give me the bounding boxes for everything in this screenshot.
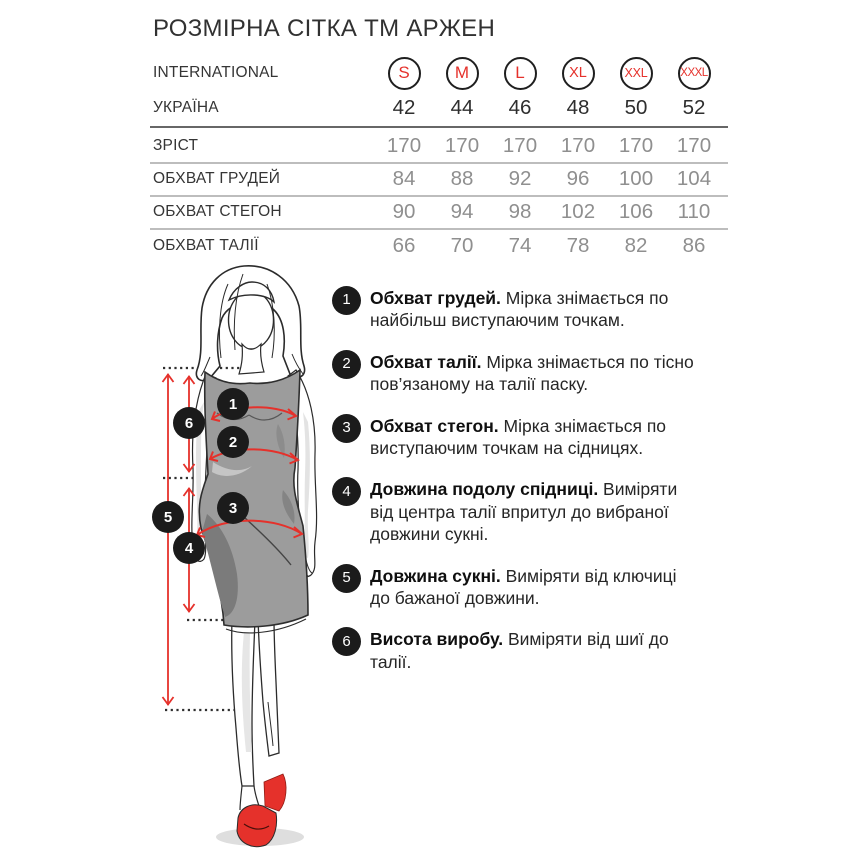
table-cell: 96 [566,167,590,190]
table-cell: 102 [560,200,596,223]
table-cell: 110 [677,200,711,223]
row-label-international: INTERNATIONAL [153,64,279,81]
table-cell: 48 [566,96,590,119]
size-badge-xl: XL [562,57,595,90]
legend-term: Довжина сукні. [370,565,501,586]
table-row-bust [153,163,728,195]
table-cell: 88 [450,167,474,190]
table-row-hips [153,196,728,228]
size-badge-l: L [504,57,537,90]
svg-text:1: 1 [228,396,238,413]
table-cell: 170 [618,134,654,157]
table-cell: 170 [444,134,480,157]
legend-description: Виміряти від шиї до талії. [370,629,669,672]
table-cell: 100 [618,167,654,190]
table-cell: 46 [508,96,532,119]
dress-length-arrow [163,374,174,705]
table-cell: 50 [624,96,648,119]
size-badge-xxl: XXL [620,57,653,90]
table-cell: 98 [508,200,532,223]
table-cell: 94 [450,200,474,223]
measurement-legend [332,287,707,673]
face [229,291,274,349]
legend-badge-1: 1 [332,286,361,315]
table-cell: 106 [618,200,654,223]
row-label: ОБХВАТ СТЕГОН [153,203,282,220]
table-cell: 52 [682,96,706,119]
table-cell: 78 [566,234,590,257]
measure-marker-1 [217,388,249,420]
legend-term: Висота виробу. [370,629,504,650]
table-row-ukraine [153,92,728,124]
woman-figure-illustration [140,262,340,850]
measure-marker-3 [217,492,249,524]
back-leg [258,618,279,756]
legend-description: Мірка знімається по тісно пов’язаному на талії паску. [370,351,694,395]
svg-text:2: 2 [228,434,238,451]
table-cell: 86 [682,234,706,257]
legend-item-bust [332,287,700,332]
table-divider-heavy [150,126,728,128]
table-cell: 90 [392,200,416,223]
table-cell: 170 [676,134,712,157]
row-label: ОБХВАТ ТАЛІЇ [153,237,259,254]
table-cell: 84 [392,167,416,190]
row-label: ОБХВАТ ГРУДЕЙ [153,170,281,187]
legend-badge-2: 2 [332,350,361,379]
legend-badge-5: 5 [332,564,361,593]
legend-description: Виміряти від ключиці до бажаної довжини. [370,565,677,609]
legend-badge-4: 4 [332,477,361,506]
size-badge-xxxl: XXXL [678,57,711,90]
legend-term: Обхват грудей. [370,288,501,308]
svg-text:4: 4 [184,540,194,557]
legend-description: Мірка знімається по виступаючим точкам на сідницях. [370,415,667,459]
row-label: ЗРІСТ [153,137,199,154]
legend-item-hips [332,415,700,460]
svg-text:5: 5 [163,509,173,526]
legend-item-waist [332,351,700,396]
table-row-waist [153,230,728,262]
front-shoe [237,805,277,847]
table-cell: 170 [560,134,596,157]
legend-badge-6: 6 [332,627,361,656]
table-cell: 104 [676,167,712,190]
table-cell: 44 [450,96,474,119]
table-cell: 74 [508,234,532,257]
legend-description: Виміряти від центра талії впритул до вибраної довжини сукні. [370,479,678,545]
legend-term: Обхват стегон. [370,415,499,436]
table-cell: 82 [624,234,648,257]
table-cell: 170 [386,134,422,157]
legend-item-dress-length [332,565,700,610]
legend-term: Довжина подолу спідниці. [370,479,599,500]
size-badge-m: M [446,57,479,90]
measure-marker-6 [173,407,205,439]
legend-item-skirt-length [332,478,700,545]
row-label-ukraine: УКРАЇНА [153,99,219,116]
table-row-height [153,130,728,162]
measure-marker-5 [152,501,184,533]
table-cell: 170 [502,134,538,157]
table-cell: 92 [508,167,532,190]
legend-description: Мірка знімається по найбільш виступаючим точкам. [370,288,669,331]
measure-marker-4 [173,532,205,564]
back-shoe [264,774,286,811]
size-badge-s: S [388,57,421,90]
dress [199,370,308,627]
svg-text:6: 6 [184,415,194,432]
table-cell: 42 [392,96,416,119]
table-cell: 70 [450,234,474,257]
legend-badge-3: 3 [332,414,361,443]
woman-body [192,266,317,847]
page-title: РОЗМІРНА СІТКА ТМ АРЖЕН [153,15,496,42]
svg-text:3: 3 [228,500,238,517]
table-row-international [153,56,728,90]
table-cell: 66 [392,234,416,257]
measure-marker-2 [217,426,249,458]
legend-item-bodice-height [332,628,700,673]
legend-term: Обхват талії. [370,351,482,372]
